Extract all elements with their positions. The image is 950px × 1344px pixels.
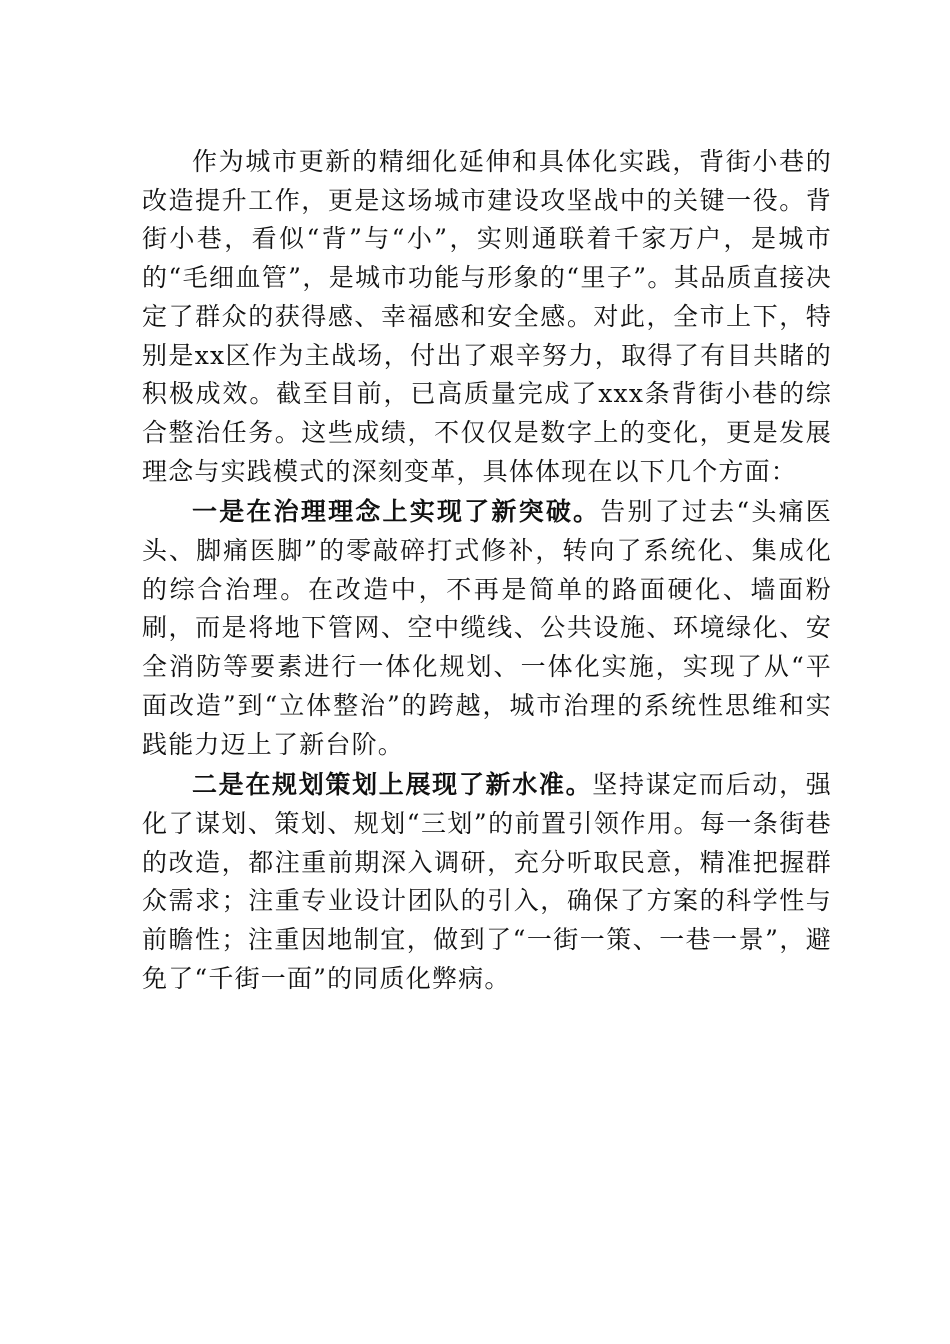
document-body: [142, 143, 832, 998]
paragraph-governance: [142, 493, 832, 764]
paragraph-lead-heading: 一是在治理理念上实现了新突破。: [192, 497, 601, 527]
paragraph-planning: [142, 766, 832, 998]
paragraph-intro: [142, 143, 832, 491]
paragraph-text: 告别了过去“头痛医头、脚痛医脚”的零敲碎打式修补，转向了系统化、集成化的综合治理。在改造中，不再是简单的路面硬化、墙面粉刷，而是将地下管网、空中缆线、公共设施、环境绿化、安全消防等要素进行一体化规划、一体化实施，实现了从“平面改造”到“立体整治”的跨越，城市治理的系统性思维和实践能力迈上了新台阶。: [142, 497, 832, 759]
paragraph-lead-heading: 二是在规划策划上展现了新水准。: [192, 770, 593, 800]
paragraph-text: 作为城市更新的精细化延伸和具体化实践，背街小巷的改造提升工作，更是这场城市建设攻坚战中的关键一役。背街小巷，看似“背”与“小”，实则通联着千家万户，是城市的“毛细血管”，是城市功能与形象的“里子”。其品质直接决定了群众的获得感、幸福感和安全感。对此，全市上下，特别是xx区作为主战场，付出了艰辛努力，取得了有目共睹的积极成效。截至目前，已高质量完成了xxx条背街小巷的综合整治任务。这些成绩，不仅仅是数字上的变化，更是发展理念与实践模式的深刻变革，具体体现在以下几个方面：: [142, 147, 832, 486]
paragraph-text: 坚持谋定而后动，强化了谋划、策划、规划“三划”的前置引领作用。每一条街巷的改造，都注重前期深入调研，充分听取民意，精准把握群众需求；注重专业设计团队的引入，确保了方案的科学性与前瞻性；注重因地制宜，做到了“一街一策、一巷一景”，避免了“千街一面”的同质化弊病。: [142, 770, 832, 993]
